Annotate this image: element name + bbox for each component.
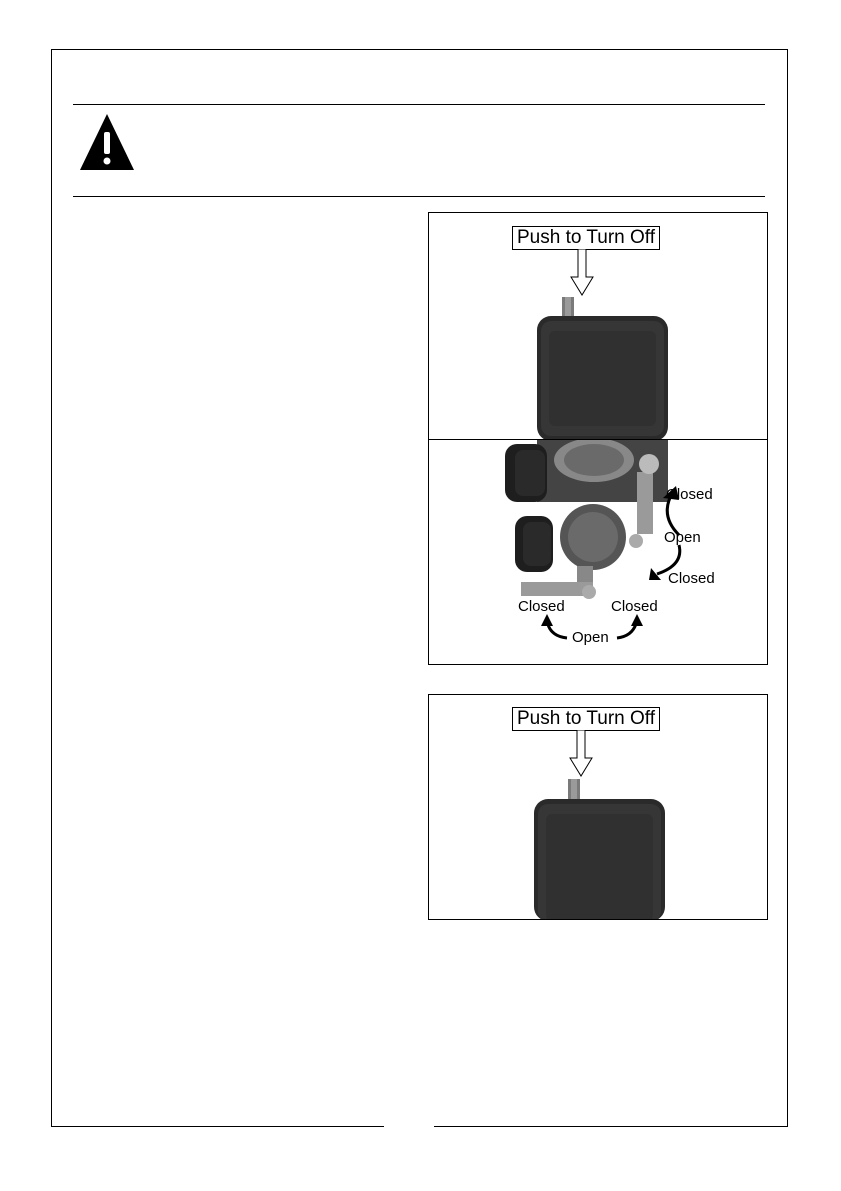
footer-gap xyxy=(384,1125,434,1131)
valve-label: Open xyxy=(664,529,701,546)
warning-top-rule xyxy=(73,104,765,105)
push-to-turn-off-callout: Push to Turn Off xyxy=(512,707,660,731)
warning-bottom-rule xyxy=(73,196,765,197)
valve-label: Open xyxy=(572,629,609,646)
warning-triangle-icon xyxy=(78,112,136,174)
arrow-down-icon xyxy=(568,249,596,297)
valve-label: Closed xyxy=(611,598,658,615)
valve-label: Closed xyxy=(668,570,715,587)
valve-label: Closed xyxy=(518,598,565,615)
push-to-turn-off-callout: Push to Turn Off xyxy=(512,226,660,250)
arrow-down-icon xyxy=(567,730,595,778)
valve-label: Closed xyxy=(666,486,713,503)
